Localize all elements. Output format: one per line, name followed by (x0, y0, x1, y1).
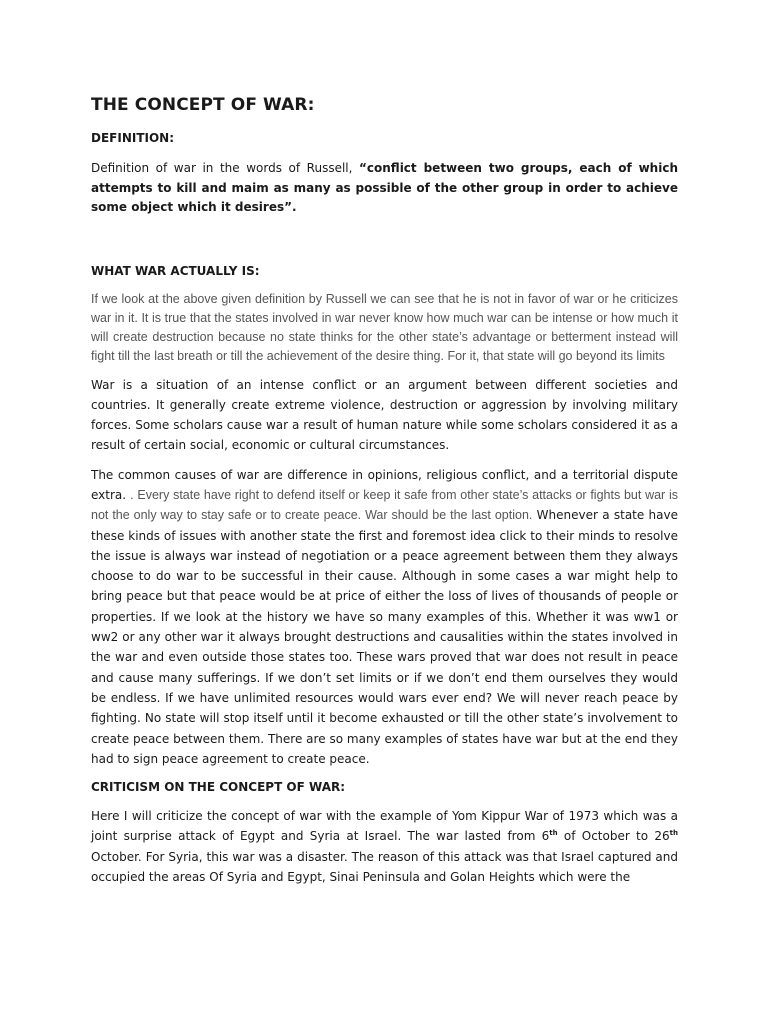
causes-text-b: . Every state have right to defend itself or keep it safe from other state’s attacks or fights but war is not the only way to stay safe or to create peace. War should be the last option. (91, 487, 678, 523)
what-war-paragraph-1: If we look at the above given definition by Russell we can see that he is not in favor of war or he criticizes war in it. It is true that the states involved in war never know how much war can be intense or how much it will create destruction because no state thinks for the other state’s advantage or betterment instead will fight till the last breath or till the achievement of the desire thing. For it, that state will go beyond its limits (91, 291, 678, 363)
criticism-text-b: of October to 26 (557, 829, 670, 844)
causes-text-a: The common causes of war are difference in opinions, religious conflict, and a territorial dispute extra. (91, 467, 678, 502)
superscript-th-2: th (669, 829, 678, 838)
criticism-text-c: October. For Syria, this war was a disaster. The reason of this attack was that Israel captured and occupied the areas Of Syria and Egypt, Sinai Peninsula and Golan Heights which were the (91, 849, 678, 885)
russell-quote: “conflict between two groups, each of which attempts to kill and maim as many as possible of the other group in order to achieve some object which it desires”. (91, 161, 678, 214)
causes-text-c: Whenever a state have these kinds of issues with another state the first and foremost idea click to their minds to resolve the issue is always war instead of negotiation or a peace agreement between them they always choose to do war to be successful in their cause. Although in some cases a war might help to bring peace but that peace would be at price of either the loss of lives of thousands of people or properties. If we look at the history we have so many examples of this. Whether it was ww1 or ww2 or any other war it always brought destructions and causalities within the states involved in the war and even outside those states too. These wars proved that war does not result in peace and cause many sufferings. If we don’t set limits or if we don’t end them ourselves they would be endless. If we have unlimited resources would wars ever end? We will never reach peace by fighting. No state will stop itself until it become exhausted or till the other state’s involvement to create peace between them. There are so many examples of states have war but at the end they had to sign peace agreement to create peace. (91, 508, 678, 766)
superscript-th-1: th (549, 829, 558, 838)
definition-paragraph (91, 159, 678, 218)
document-title: THE CONCEPT OF WAR: (91, 95, 315, 115)
document-body (91, 93, 678, 887)
definition-heading: DEFINITION: (91, 131, 175, 145)
criticism-text-a: Here I will criticize the concept of war with the example of Yom Kippur War of 1973 which was a joint surprise attack of Egypt and Syria at Israel. The war lasted from 6 (91, 809, 678, 844)
what-war-heading: WHAT WAR ACTUALLY IS: (91, 263, 260, 278)
criticism-paragraph (91, 806, 678, 887)
criticism-heading: CRITICISM ON THE CONCEPT OF WAR: (91, 780, 346, 795)
definition-lead: Definition of war in the words of Russell, (91, 161, 360, 175)
causes-paragraph (91, 465, 678, 769)
what-war-paragraph-2: War is a situation of an intense conflict or an argument between different societies and countries. It generally create extreme violence, destruction or aggression by involving military forces. Some scholars cause war a result of human nature while some scholars considered it as a result of certain social, economic or cultural circumstances. (91, 377, 678, 453)
